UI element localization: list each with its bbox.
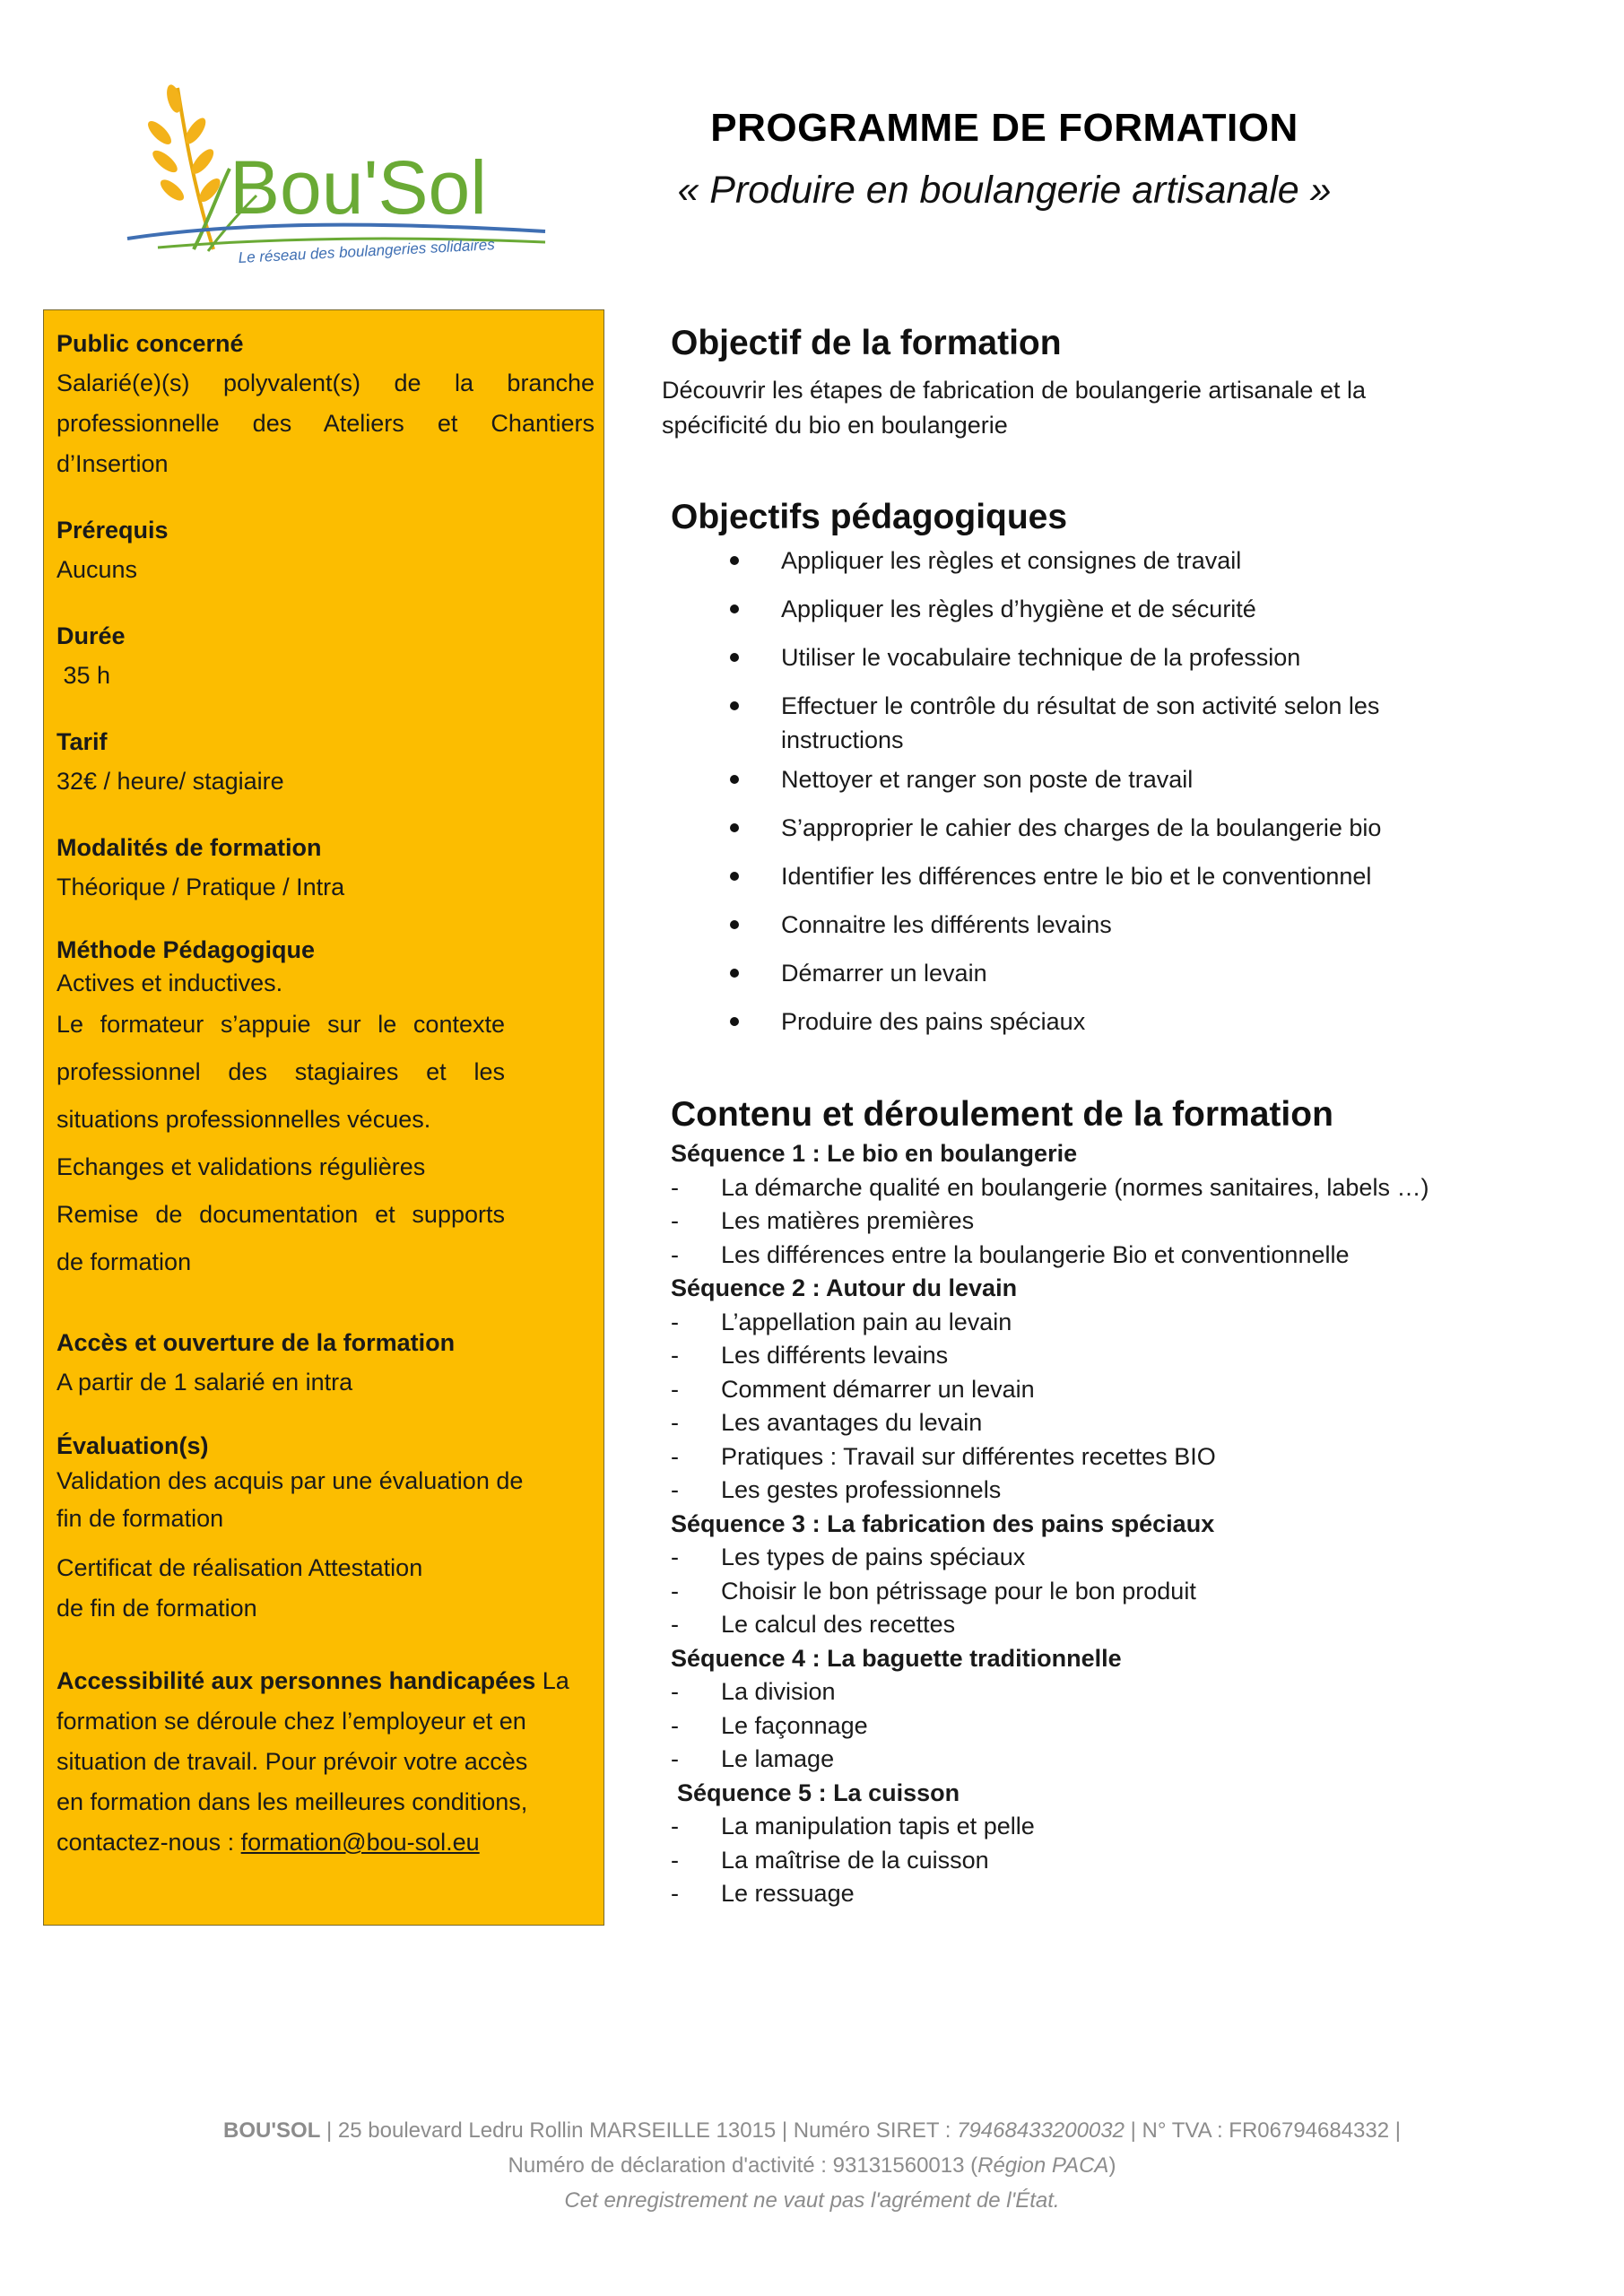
sequence-item: - Le ressuage [662,1877,1559,1911]
objective-item: S’approprier le cahier des charges de la boulangerie bio [662,811,1559,845]
sequence-item: - Les types de pains spéciaux [662,1541,1559,1575]
sequence-title: Séquence 4 : La baguette traditionnelle [671,1644,1122,1672]
objective-item: Nettoyer et ranger son poste de travail [662,762,1559,796]
accessibilite-heading: Accessibilité aux personnes handicapées [56,1667,536,1694]
methode-line: de formation [56,1248,192,1275]
accessibilite-line: contactez-nous : formation@bou-sol.eu [56,1829,480,1856]
sequence-item: - Comment démarrer un levain [662,1373,1559,1407]
methode-line: Actives et inductives. [56,970,283,996]
prerequis-text: Aucuns [56,556,138,583]
sequence-item: - Choisir le bon pétrissage pour le bon produit [662,1575,1559,1609]
dash-marker: - [671,1544,679,1570]
objective-item: Appliquer les règles et consignes de travail [662,544,1559,578]
modalites-section [56,829,595,908]
page-title: PROGRAMME DE FORMATION [710,106,1298,150]
sequence-item: - Le calcul des recettes [662,1608,1559,1642]
pedagogiques-heading: Objectifs pédagogiques [671,498,1068,536]
methode-heading: Méthode Pédagogique [56,936,316,963]
evaluation-line: Certificat de réalisation Attestation [56,1554,423,1581]
tarif-heading: Tarif [56,728,108,755]
evaluation-line: Validation des acquis par une évaluation de [56,1467,524,1494]
methode-line: professionnel des stagiaires et les [56,1058,505,1085]
dash-marker: - [671,1207,679,1234]
sequence-title: Séquence 2 : Autour du levain [671,1274,1018,1301]
pedagogiques-list [662,544,1559,1039]
bousol-logo [122,79,552,276]
tarif-text: 32€ / heure/ stagiaire [56,768,284,795]
methode-line: Echanges et validations régulières [56,1153,426,1180]
objective-item: Produire des pains spéciaux [662,1004,1559,1039]
dash-marker: - [671,1846,679,1874]
bullet-icon [730,775,739,784]
duree-text: 35 h [56,662,111,689]
dash-marker: - [671,1342,679,1369]
dash-marker: - [671,1745,679,1772]
acces-section [56,1324,595,1403]
bullet-icon [730,1017,739,1026]
sequence-title: Séquence 3 : La fabrication des pains spéciaux [671,1509,1215,1537]
acces-text: A partir de 1 salarié en intra [56,1369,353,1396]
sequence-item: - Les avantages du levain [662,1406,1559,1440]
sequence-item: - Les matières premières [662,1205,1559,1239]
wheat-logo-icon [122,79,552,276]
objective-item: Effectuer le contrôle du résultat de son activité selon les instructions [662,689,1559,757]
objectif-heading: Objectif de la formation [671,324,1062,362]
duree-heading: Durée [56,622,126,649]
dash-marker: - [671,1678,679,1705]
methode-line: Le formateur s’appuie sur le contexte [56,1011,505,1038]
document-title-block [628,106,1381,213]
bullet-icon [730,872,739,881]
dash-marker: - [671,1711,679,1739]
evaluation-line: fin de formation [56,1505,224,1532]
sequence-item: - La manipulation tapis et pelle [662,1810,1559,1844]
objective-item: Connaitre les différents levains [662,908,1559,942]
objectif-description: Découvrir les étapes de fabrication de boulangerie artisanale et la spécificité du bio en boulangerie [662,377,1366,439]
accessibilite-line: Accessibilité aux personnes handicapées La [56,1667,569,1694]
page-footer [0,2113,1624,2218]
bullet-icon [730,701,739,710]
modalites-text: Théorique / Pratique / Intra [56,874,345,900]
objective-item: Utiliser le vocabulaire technique de la profession [662,640,1559,674]
contact-email-link[interactable]: formation@bou-sol.eu [240,1829,480,1856]
objective-item: Démarrer un levain [662,956,1559,990]
dash-marker: - [671,1240,679,1268]
dash-marker: - [671,1611,679,1638]
acces-heading: Accès et ouverture de la formation [56,1329,456,1356]
bullet-icon [730,556,739,565]
accessibilite-line: formation se déroule chez l’employeur et en [56,1708,526,1735]
methode-line: situations professionnelles vécues. [56,1106,431,1133]
public-line: d’Insertion [56,450,169,477]
modalites-heading: Modalités de formation [56,834,322,861]
logo-tagline: Le réseau des boulangeries solidaires [238,236,496,266]
page-subtitle: « Produire en boulangerie artisanale » [677,169,1332,212]
dash-marker: - [671,1880,679,1907]
contenu-heading: Contenu et déroulement de la formation [671,1095,1333,1134]
evaluation-section [56,1430,595,1629]
logo-wordmark: Bou'Sol [230,145,487,230]
bullet-icon [730,653,739,662]
sequence-item: - Le lamage [662,1743,1559,1777]
dash-marker: - [671,1577,679,1605]
sequence-item: - Les différences entre la boulangerie Bio et conventionnelle [662,1239,1559,1273]
accessibilite-line: en formation dans les meilleures conditions, [56,1788,528,1815]
public-line: Salarié(e)(s) polyvalent(s) de la branche [56,370,595,396]
objective-item: Appliquer les règles d’hygiène et de sécurité [662,592,1559,626]
dash-marker: - [671,1442,679,1470]
footer-line-company: BOU'SOL | 25 boulevard Ledru Rollin MARSEILLE 13015 | Numéro SIRET : 79468433200032 | N° TVA : FR06794684332 | [222,2118,1401,2143]
sequence-item: - Les gestes professionnels [662,1474,1559,1508]
dash-marker: - [671,1409,679,1436]
public-section [56,325,595,484]
footer-line-disclaimer: Cet enregistrement ne vaut pas l'agrément de l'État. [564,2188,1060,2213]
objective-item: Identifier les différences entre le bio et le conventionnel [662,859,1559,893]
info-sidebar [43,309,604,1926]
accessibilite-section [56,1661,595,1863]
evaluation-line: de fin de formation [56,1595,257,1622]
evaluation-heading: Évaluation(s) [56,1432,209,1459]
accessibilite-line: situation de travail. Pour prévoir votre accès [56,1748,528,1775]
sequence-item: - La démarche qualité en boulangerie (normes sanitaires, labels …) [662,1171,1559,1205]
sequence-title: Séquence 5 : La cuisson [677,1779,960,1806]
prerequis-section [56,511,595,590]
bullet-icon [730,604,739,613]
methode-section [56,935,595,1286]
duree-section [56,617,595,696]
prerequis-heading: Prérequis [56,517,169,544]
public-line: professionnelle des Ateliers et Chantiers [56,410,595,437]
sequence-list [662,1137,1559,1911]
sequence-item: - Pratiques : Travail sur différentes recettes BIO [662,1440,1559,1474]
main-content [662,321,1559,1911]
public-heading: Public concerné [56,330,244,357]
sequence-title: Séquence 1 : Le bio en boulangerie [671,1140,1078,1167]
dash-marker: - [671,1813,679,1839]
methode-line: Remise de documentation et supports [56,1201,505,1228]
dash-marker: - [671,1173,679,1201]
bullet-icon [730,920,739,929]
sequence-item: - Les différents levains [662,1339,1559,1373]
sequence-item: - L’appellation pain au levain [662,1306,1559,1340]
dash-marker: - [671,1375,679,1403]
sequence-item: - La division [662,1675,1559,1709]
dash-marker: - [671,1476,679,1503]
tarif-section [56,723,595,802]
dash-marker: - [671,1308,679,1335]
footer-line-declaration: Numéro de déclaration d'activité : 93131560013 (Région PACA) [508,2153,1116,2178]
sequence-item: - Le façonnage [662,1709,1559,1744]
sequence-item: - La maîtrise de la cuisson [662,1844,1559,1878]
bullet-icon [730,823,739,832]
bullet-icon [730,969,739,978]
